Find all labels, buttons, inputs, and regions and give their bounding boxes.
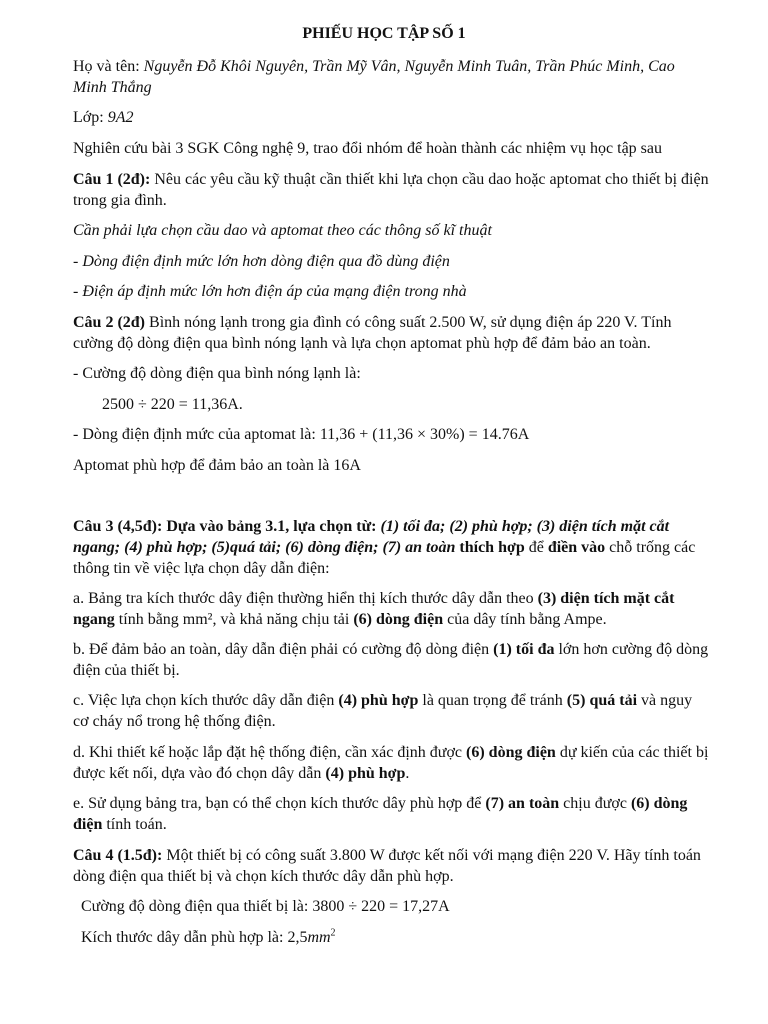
q3-e-text-3: tính toán. (102, 816, 167, 833)
q1-answer-2: - Điện áp định mức lớn hơn điện áp của mạng điện trong nhà (73, 283, 467, 300)
q3-e-answer-2: (6) dòng điện (73, 795, 688, 833)
q4-calc-2-exponent: 2 (330, 927, 336, 939)
q1-answer-intro: Cần phải lựa chọn cầu dao và aptomat theo các thông số kĩ thuật (73, 222, 492, 239)
q2-text: Bình nóng lạnh trong gia đình có công suất 2.500 W, sử dụng điện áp 220 V. Tính cường độ dòng điện qua bình nóng lạnh và lựa chọn aptomat phù hợp để đảm bảo an toàn. (73, 314, 672, 352)
q3-label: Câu 3 (4,5đ): Dựa vào bảng 3.1, lựa chọn từ: (73, 518, 381, 535)
q3-item-c (73, 690, 709, 732)
q1-label: Câu 1 (2đ): (73, 171, 151, 188)
q2-calc-1: 2500 ÷ 220 = 11,36A. (102, 396, 243, 413)
question-1 (73, 169, 709, 211)
q3-item-e (73, 793, 709, 835)
student-names (73, 56, 709, 98)
q3-a-answer-2: (6) dòng điện (353, 611, 444, 628)
q4-calc-2 (81, 927, 701, 948)
q1-text: Nêu các yêu cầu kỹ thuật cần thiết khi lựa chọn cầu dao hoặc aptomat cho thiết bị điện trong gia đình. (73, 171, 709, 209)
q3-item-d (73, 742, 709, 784)
q4-text: Một thiết bị có công suất 3.800 W được kết nối với mạng điện 220 V. Hãy tính toán dòng điện qua thiết bị và chọn kích thước dây dẫn phù hợp. (73, 847, 701, 885)
q3-d-answer-2: (4) phù hợp (325, 765, 406, 782)
q4-calc-2-unit: mm (307, 929, 331, 946)
intro-text: Nghiên cứu bài 3 SGK Công nghệ 9, trao đổi nhóm để hoàn thành các nhiệm vụ học tập sau (73, 140, 662, 157)
class-value: 9A2 (107, 109, 134, 126)
q1-answer-1: - Dòng điện định mức lớn hơn dòng điện qua đồ dùng điện (73, 253, 450, 270)
worksheet-title: PHIẾU HỌC TẬP SỐ 1 (302, 25, 466, 42)
q3-c-text-1: c. Việc lựa chọn kích thước dây dẫn điện (73, 692, 339, 709)
q3-c-answer-1: (4) phù hợp (338, 692, 419, 709)
q4-calc-1: Cường độ dòng điện qua thiết bị là: 3800 ÷ 220 = 17,27A (81, 898, 450, 915)
q3-tail: chỗ trống các thông tin về việc lựa chọn dây dẫn điện: (73, 539, 696, 577)
q3-d-text-3: . (405, 765, 410, 782)
q3-mid: để (524, 539, 548, 556)
q3-b-text-1: b. Để đảm bảo an toàn, dây dẫn điện phải có cường độ dòng điện (73, 641, 494, 658)
question-4 (73, 845, 709, 887)
q4-calc-2-text: Kích thước dây dẫn phù hợp là: 2,5 (81, 929, 308, 946)
q3-c-text-3: và nguy cơ cháy nổ trong hệ thống điện. (73, 692, 693, 730)
q3-b-text-2: lớn hơn cường độ dòng điện của thiết bị. (73, 641, 709, 679)
q2-label: Câu 2 (2đ) (73, 314, 146, 331)
q2-line-2: - Dòng điện định mức của aptomat là: 11,36 + (11,36 × 30%) = 14.76A (73, 426, 530, 443)
question-3 (73, 516, 709, 579)
q3-e-text-1: e. Sử dụng bảng tra, bạn có thể chọn kích thước dây phù hợp để (73, 795, 486, 812)
q3-b-answer-1: (1) tối đa (493, 641, 555, 658)
q3-e-text-2: chịu được (559, 795, 631, 812)
q3-item-a (73, 588, 709, 630)
q4-label: Câu 4 (1.5đ): (73, 847, 163, 864)
q3-item-b (73, 639, 709, 681)
q3-d-text-2: dự kiến của các thiết bị được kết nối, dựa vào đó chọn dây dẫn (73, 744, 709, 782)
q2-line-3: Aptomat phù hợp để đảm bảo an toàn là 16A (73, 457, 361, 474)
class-info (73, 107, 709, 128)
class-label: Lớp: (73, 109, 108, 126)
q3-c-text-2: là quan trọng để tránh (418, 692, 567, 709)
q2-line-1: - Cường độ dòng điện qua bình nóng lạnh là: (73, 365, 361, 382)
q3-a-text-1: a. Bảng tra kích thước dây điện thường hiển thị kích thước dây dẫn theo (73, 590, 538, 607)
q3-fit: thích hợp (455, 539, 525, 556)
q3-a-answer-1: (3) diện tích mặt cắt ngang (73, 590, 675, 628)
q3-a-text-2: tính bằng mm², và khả năng chịu tải (114, 611, 354, 628)
q3-a-text-3: của dây tính bằng Ampe. (443, 611, 607, 628)
q3-e-answer-1: (7) an toàn (485, 795, 560, 812)
q3-c-answer-2: (5) quá tải (566, 692, 638, 709)
q3-d-answer-1: (6) dòng điện (466, 744, 556, 761)
names-value: Nguyễn Đỗ Khôi Nguyên, Trần Mỹ Vân, Nguyễn Minh Tuân, Trần Phúc Minh, Cao Minh Thắng (73, 58, 675, 96)
names-label: Họ và tên: (73, 58, 144, 75)
q3-fill: điền vào (547, 539, 606, 556)
q3-options: (1) tối đa; (2) phù hợp; (3) diện tích mặt cắt ngang; (4) phù hợp; (5)quá tải; (6) dòng điện; (7) an toàn (73, 518, 670, 556)
question-2 (73, 312, 709, 354)
q3-d-text-1: d. Khi thiết kế hoặc lắp đặt hệ thống điện, cần xác định được (73, 744, 467, 761)
